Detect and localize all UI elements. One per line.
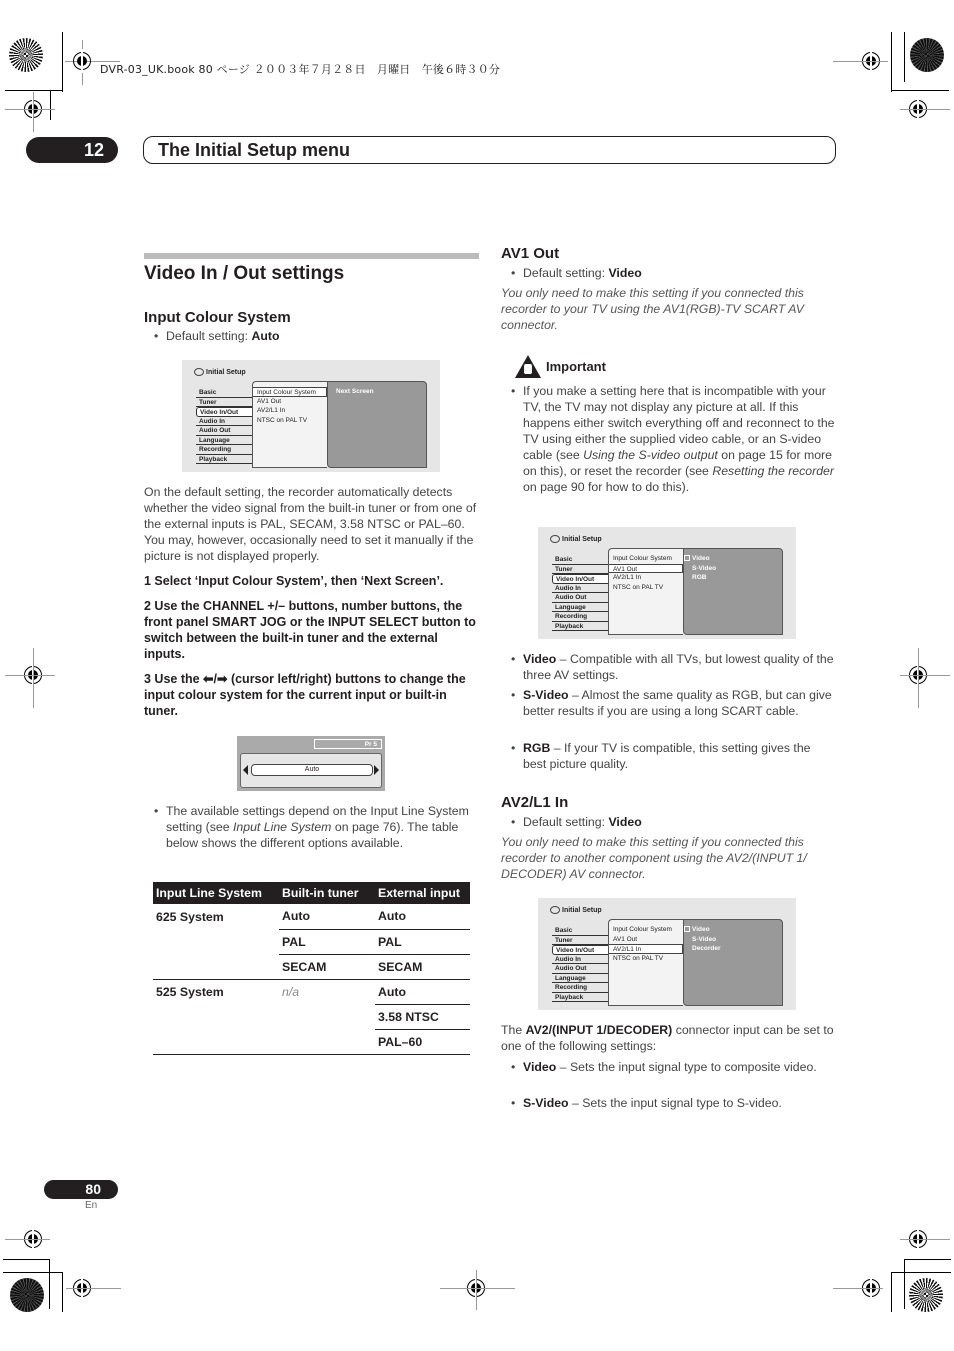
crop-mark	[3, 1259, 50, 1260]
option-desc: – Sets the input signal type to S-video.	[568, 1096, 782, 1110]
osd-option-rgb: RGB	[692, 574, 707, 581]
cell-tuner: n/a	[279, 979, 375, 1004]
option-label: Video	[692, 926, 710, 933]
page-number: 80	[44, 1180, 118, 1199]
option-desc: – Compatible with all TVs, but lowest quality of the three AV settings.	[523, 652, 834, 682]
intro-text: connector input can be set to one of the following settings:	[501, 1023, 834, 1053]
option-name: Video	[523, 652, 557, 666]
osd-screen-av2-l1-in	[538, 898, 796, 1010]
av2-intro	[501, 1022, 835, 1054]
osd-left-menu	[196, 388, 252, 464]
header-input-line-system: Input Line System	[153, 882, 279, 904]
cell-tuner	[279, 1029, 375, 1054]
important-warning-icon	[515, 355, 541, 378]
chapter-title: The Initial Setup menu	[143, 136, 836, 164]
osd-title-text: Initial Setup	[562, 906, 602, 914]
osd-menu-recording: Recording	[196, 445, 252, 455]
channel-indicator: Pr 5	[314, 739, 382, 749]
osd-title-text: Initial Setup	[562, 535, 602, 543]
registration-starburst-icon	[9, 38, 43, 72]
default-setting	[501, 265, 642, 281]
av2-option-s-video	[501, 1095, 835, 1111]
osd-item-input-colour-system: Input Colour System	[253, 387, 327, 397]
disc-icon	[550, 906, 560, 914]
osd-title-text: Initial Setup	[206, 368, 246, 376]
av2-option-video	[501, 1059, 835, 1075]
arrow-right-icon	[374, 765, 379, 775]
osd-option-decoder: Decorder	[692, 945, 721, 952]
option-name: Video	[523, 1060, 557, 1074]
osd-menu-audio-in: Audio In	[552, 955, 608, 965]
registration-target-icon	[73, 52, 91, 70]
connector-name: AV2/(INPUT 1/DECODER)	[525, 1023, 673, 1037]
cell-tuner: SECAM	[279, 954, 375, 979]
cell-external: Auto	[375, 979, 470, 1004]
option-name: RGB	[523, 741, 551, 755]
important-link: Resetting the recorder	[712, 464, 834, 478]
cell-system	[153, 1004, 279, 1029]
important-note	[501, 383, 835, 495]
osd-item-av1-out: AV1 Out	[613, 935, 638, 943]
table-row	[153, 1004, 470, 1029]
crop-mark	[62, 1272, 63, 1312]
table-row	[153, 979, 470, 1004]
default-setting	[501, 814, 642, 830]
osd-menu-playback: Playback	[552, 993, 608, 1003]
crop-mark	[476, 1270, 477, 1310]
osd-menu-recording: Recording	[552, 612, 608, 622]
option-desc: – Sets the input signal type to composite video.	[556, 1060, 817, 1074]
crop-mark	[50, 90, 51, 120]
important-text: If you make a setting here that is incompatible with your TV, the TV may not display any picture at all. If this happens either switch everything off and reconnect to the TV using either the supplied video cable, or an S-video cable (see	[523, 384, 835, 462]
important-link: Using the S-video output	[583, 448, 718, 462]
osd-channel-colour-selector	[237, 736, 385, 791]
crop-mark	[900, 675, 950, 676]
checkbox-icon	[684, 555, 690, 561]
osd-menu-basic: Basic	[552, 555, 608, 565]
section-title: Video In / Out settings	[144, 263, 345, 284]
option-s-video	[501, 687, 835, 719]
osd-menu-audio-out: Audio Out	[552, 593, 608, 603]
crop-mark	[62, 32, 63, 92]
default-value: Video	[608, 815, 642, 829]
table-row	[153, 1029, 470, 1054]
crop-mark	[891, 1272, 951, 1273]
osd-item-ntsc-on-pal: NTSC on PAL TV	[257, 416, 308, 424]
osd-screen-input-colour-system	[182, 360, 440, 472]
osd-menu-audio-out: Audio Out	[196, 426, 252, 436]
osd-menu-language: Language	[552, 603, 608, 613]
osd-item-av1-out: AV1 Out	[609, 564, 683, 574]
option-label: Video	[692, 555, 710, 562]
crop-mark	[833, 1288, 883, 1289]
option-desc: – If your TV is compatible, this setting gives the best picture quality.	[523, 741, 811, 771]
option-name: S-Video	[523, 688, 569, 702]
note-text: on page 76). The table below shows the different options available.	[166, 820, 459, 850]
osd-right-panel	[683, 548, 783, 635]
av2-note: You only need to make this setting if you connected this recorder to another component using the AV2/(INPUT 1/ DECODER) AV connector.	[501, 835, 807, 881]
option-video	[501, 651, 835, 683]
cell-tuner: Auto	[282, 909, 310, 924]
option-desc: – Almost the same quality as RGB, but can give better results if you are using a long SCART cable.	[523, 688, 832, 718]
cell-system: 525 System	[153, 979, 279, 1004]
av1-out-heading: AV1 Out	[501, 245, 560, 262]
crop-mark	[3, 1272, 63, 1273]
crop-mark	[891, 90, 949, 91]
osd-menu-basic: Basic	[552, 926, 608, 936]
crop-mark	[66, 1288, 121, 1289]
osd-option-s-video: S-Video	[692, 935, 717, 943]
important-text: on page 15 for more on this), or reset the recorder (see	[523, 448, 832, 478]
osd-menu-language: Language	[552, 974, 608, 984]
av1-out-note: You only need to make this setting if you connected this recorder to your TV using the AV1(RGB)-TV SCART AV connector.	[501, 286, 804, 332]
crop-mark	[891, 1272, 892, 1312]
osd-menu-audio-out: Audio Out	[552, 964, 608, 974]
step-2: 2 Use the CHANNEL +/– buttons, number buttons, the front panel SMART JOG or the INPUT SELECT button to switch between the built-in tuner and the external inputs.	[144, 599, 476, 661]
crop-mark	[900, 1239, 950, 1240]
available-settings-note	[144, 803, 484, 851]
disc-icon	[194, 368, 204, 376]
colour-value: Auto	[251, 764, 373, 776]
osd-left-menu	[552, 926, 608, 1002]
note-link: Input Line System	[233, 820, 332, 834]
crop-mark	[904, 32, 905, 82]
table-header-row	[153, 882, 470, 904]
default-label: Default setting:	[166, 329, 252, 343]
crop-mark	[900, 109, 950, 110]
section-divider	[144, 253, 479, 259]
cell-external: PAL–60	[375, 1029, 470, 1054]
osd-item-input-colour-system: Input Colour System	[613, 926, 672, 933]
crop-mark	[904, 1259, 951, 1260]
osd-menu-video-in-out: Video In/Out	[552, 574, 608, 584]
important-text: on page 90 for how to do this).	[523, 480, 690, 494]
input-colour-system-heading: Input Colour System	[144, 309, 291, 326]
crop-mark	[5, 90, 63, 91]
osd-item-av2-l1-in: AV2/L1 In	[257, 407, 286, 414]
default-value: Video	[608, 266, 642, 280]
osd-option-video	[692, 925, 782, 935]
osd-menu-audio-in: Audio In	[196, 417, 252, 427]
crop-mark	[891, 32, 892, 92]
osd-mid-menu	[252, 381, 327, 468]
osd-right-panel	[683, 919, 783, 1006]
registration-starburst-icon	[10, 1278, 44, 1312]
cell-external: Auto	[378, 909, 406, 924]
header-built-in-tuner: Built-in tuner	[279, 882, 375, 904]
option-name: S-Video	[523, 1096, 569, 1110]
intro-text: The	[501, 1023, 526, 1037]
osd-title	[550, 906, 602, 914]
important-heading: Important	[546, 359, 606, 374]
av2-l1-in-heading: AV2/L1 In	[501, 794, 569, 811]
table-row	[153, 929, 470, 954]
disc-icon	[550, 535, 560, 543]
checkbox-icon	[684, 926, 690, 932]
osd-item-av2-l1-in: AV2/L1 In	[613, 574, 642, 581]
osd-item-av2-l1-in: AV2/L1 In	[609, 944, 683, 954]
osd-menu-video-in-out: Video In/Out	[196, 407, 252, 417]
cell-system	[153, 929, 279, 954]
cell-external: SECAM	[375, 954, 470, 979]
osd-mid-menu	[608, 548, 683, 635]
osd-title	[194, 368, 246, 376]
cell-system: 625 System	[156, 909, 224, 924]
crop-mark	[440, 1288, 515, 1289]
arrow-left-icon	[243, 765, 248, 775]
osd-menu-tuner: Tuner	[196, 398, 252, 408]
osd-item-av1-out: AV1 Out	[257, 397, 282, 405]
cell-system	[153, 954, 279, 979]
input-colour-description: On the default setting, the recorder automatically detects whether the video signal from the built-in tuner or from one of the external inputs is PAL, SECAM, 3.58 NTSC or PAL–60. You may, however, occasionally need to set it manually if the picture is not displayed properly.	[144, 485, 477, 563]
default-value: Auto	[251, 329, 280, 343]
osd-title	[550, 535, 602, 543]
osd-menu-playback: Playback	[196, 455, 252, 465]
osd-mid-menu	[608, 919, 683, 1006]
osd-option-s-video: S-Video	[692, 564, 717, 572]
option-rgb	[501, 740, 835, 772]
crop-mark	[5, 109, 55, 110]
header-external-input: External input	[375, 882, 470, 904]
registration-starburst-icon	[909, 1278, 943, 1312]
cell-tuner: PAL	[279, 929, 375, 954]
osd-menu-language: Language	[196, 436, 252, 446]
osd-item-input-colour-system: Input Colour System	[613, 555, 672, 562]
cell-external: PAL	[375, 929, 470, 954]
chapter-number: 12	[26, 137, 118, 163]
step-1: 1 Select ‘Input Colour System’, then ‘Next Screen’.	[144, 574, 444, 588]
options-table	[153, 882, 470, 1055]
note-text: The available settings depend on the Input Line System setting (see	[166, 804, 469, 834]
table-row	[153, 904, 470, 929]
osd-left-menu	[552, 555, 608, 631]
osd-item-ntsc-on-pal: NTSC on PAL TV	[613, 954, 664, 962]
print-header: DVR-03_UK.book 80 ページ ２００３年７月２８日 月曜日 午後６時３０分	[100, 63, 501, 76]
default-setting	[144, 328, 279, 344]
osd-menu-audio-in: Audio In	[552, 584, 608, 594]
default-label: Default setting:	[523, 815, 609, 829]
crop-mark	[33, 92, 34, 132]
colour-value-panel	[240, 753, 382, 788]
crop-mark	[918, 648, 919, 708]
crop-mark	[33, 648, 34, 708]
osd-menu-basic: Basic	[196, 388, 252, 398]
crop-mark	[833, 61, 888, 62]
cell-external: 3.58 NTSC	[375, 1004, 470, 1029]
osd-menu-playback: Playback	[552, 622, 608, 632]
crop-mark	[5, 675, 55, 676]
cell-system	[153, 1029, 279, 1054]
table-row	[153, 954, 470, 979]
cell-tuner	[279, 1004, 375, 1029]
osd-option-next-screen: Next Screen	[336, 388, 374, 395]
osd-menu-recording: Recording	[552, 983, 608, 993]
crop-mark	[904, 1259, 905, 1309]
osd-menu-tuner: Tuner	[552, 936, 608, 946]
osd-right-panel	[327, 381, 427, 468]
osd-menu-tuner: Tuner	[552, 565, 608, 575]
osd-option-video	[692, 554, 782, 564]
osd-screen-av1-out	[538, 527, 796, 639]
registration-starburst-icon	[910, 38, 944, 72]
crop-mark	[5, 1239, 50, 1240]
osd-item-ntsc-on-pal: NTSC on PAL TV	[613, 583, 664, 591]
default-label: Default setting:	[523, 266, 609, 280]
step-3: 3 Use the ⬅/➡ (cursor left/right) buttons to change the input colour system for the current input or built-in tuner.	[144, 672, 466, 718]
osd-menu-video-in-out: Video In/Out	[552, 945, 608, 955]
crop-mark	[49, 1259, 50, 1309]
language-code: En	[85, 1200, 98, 1211]
